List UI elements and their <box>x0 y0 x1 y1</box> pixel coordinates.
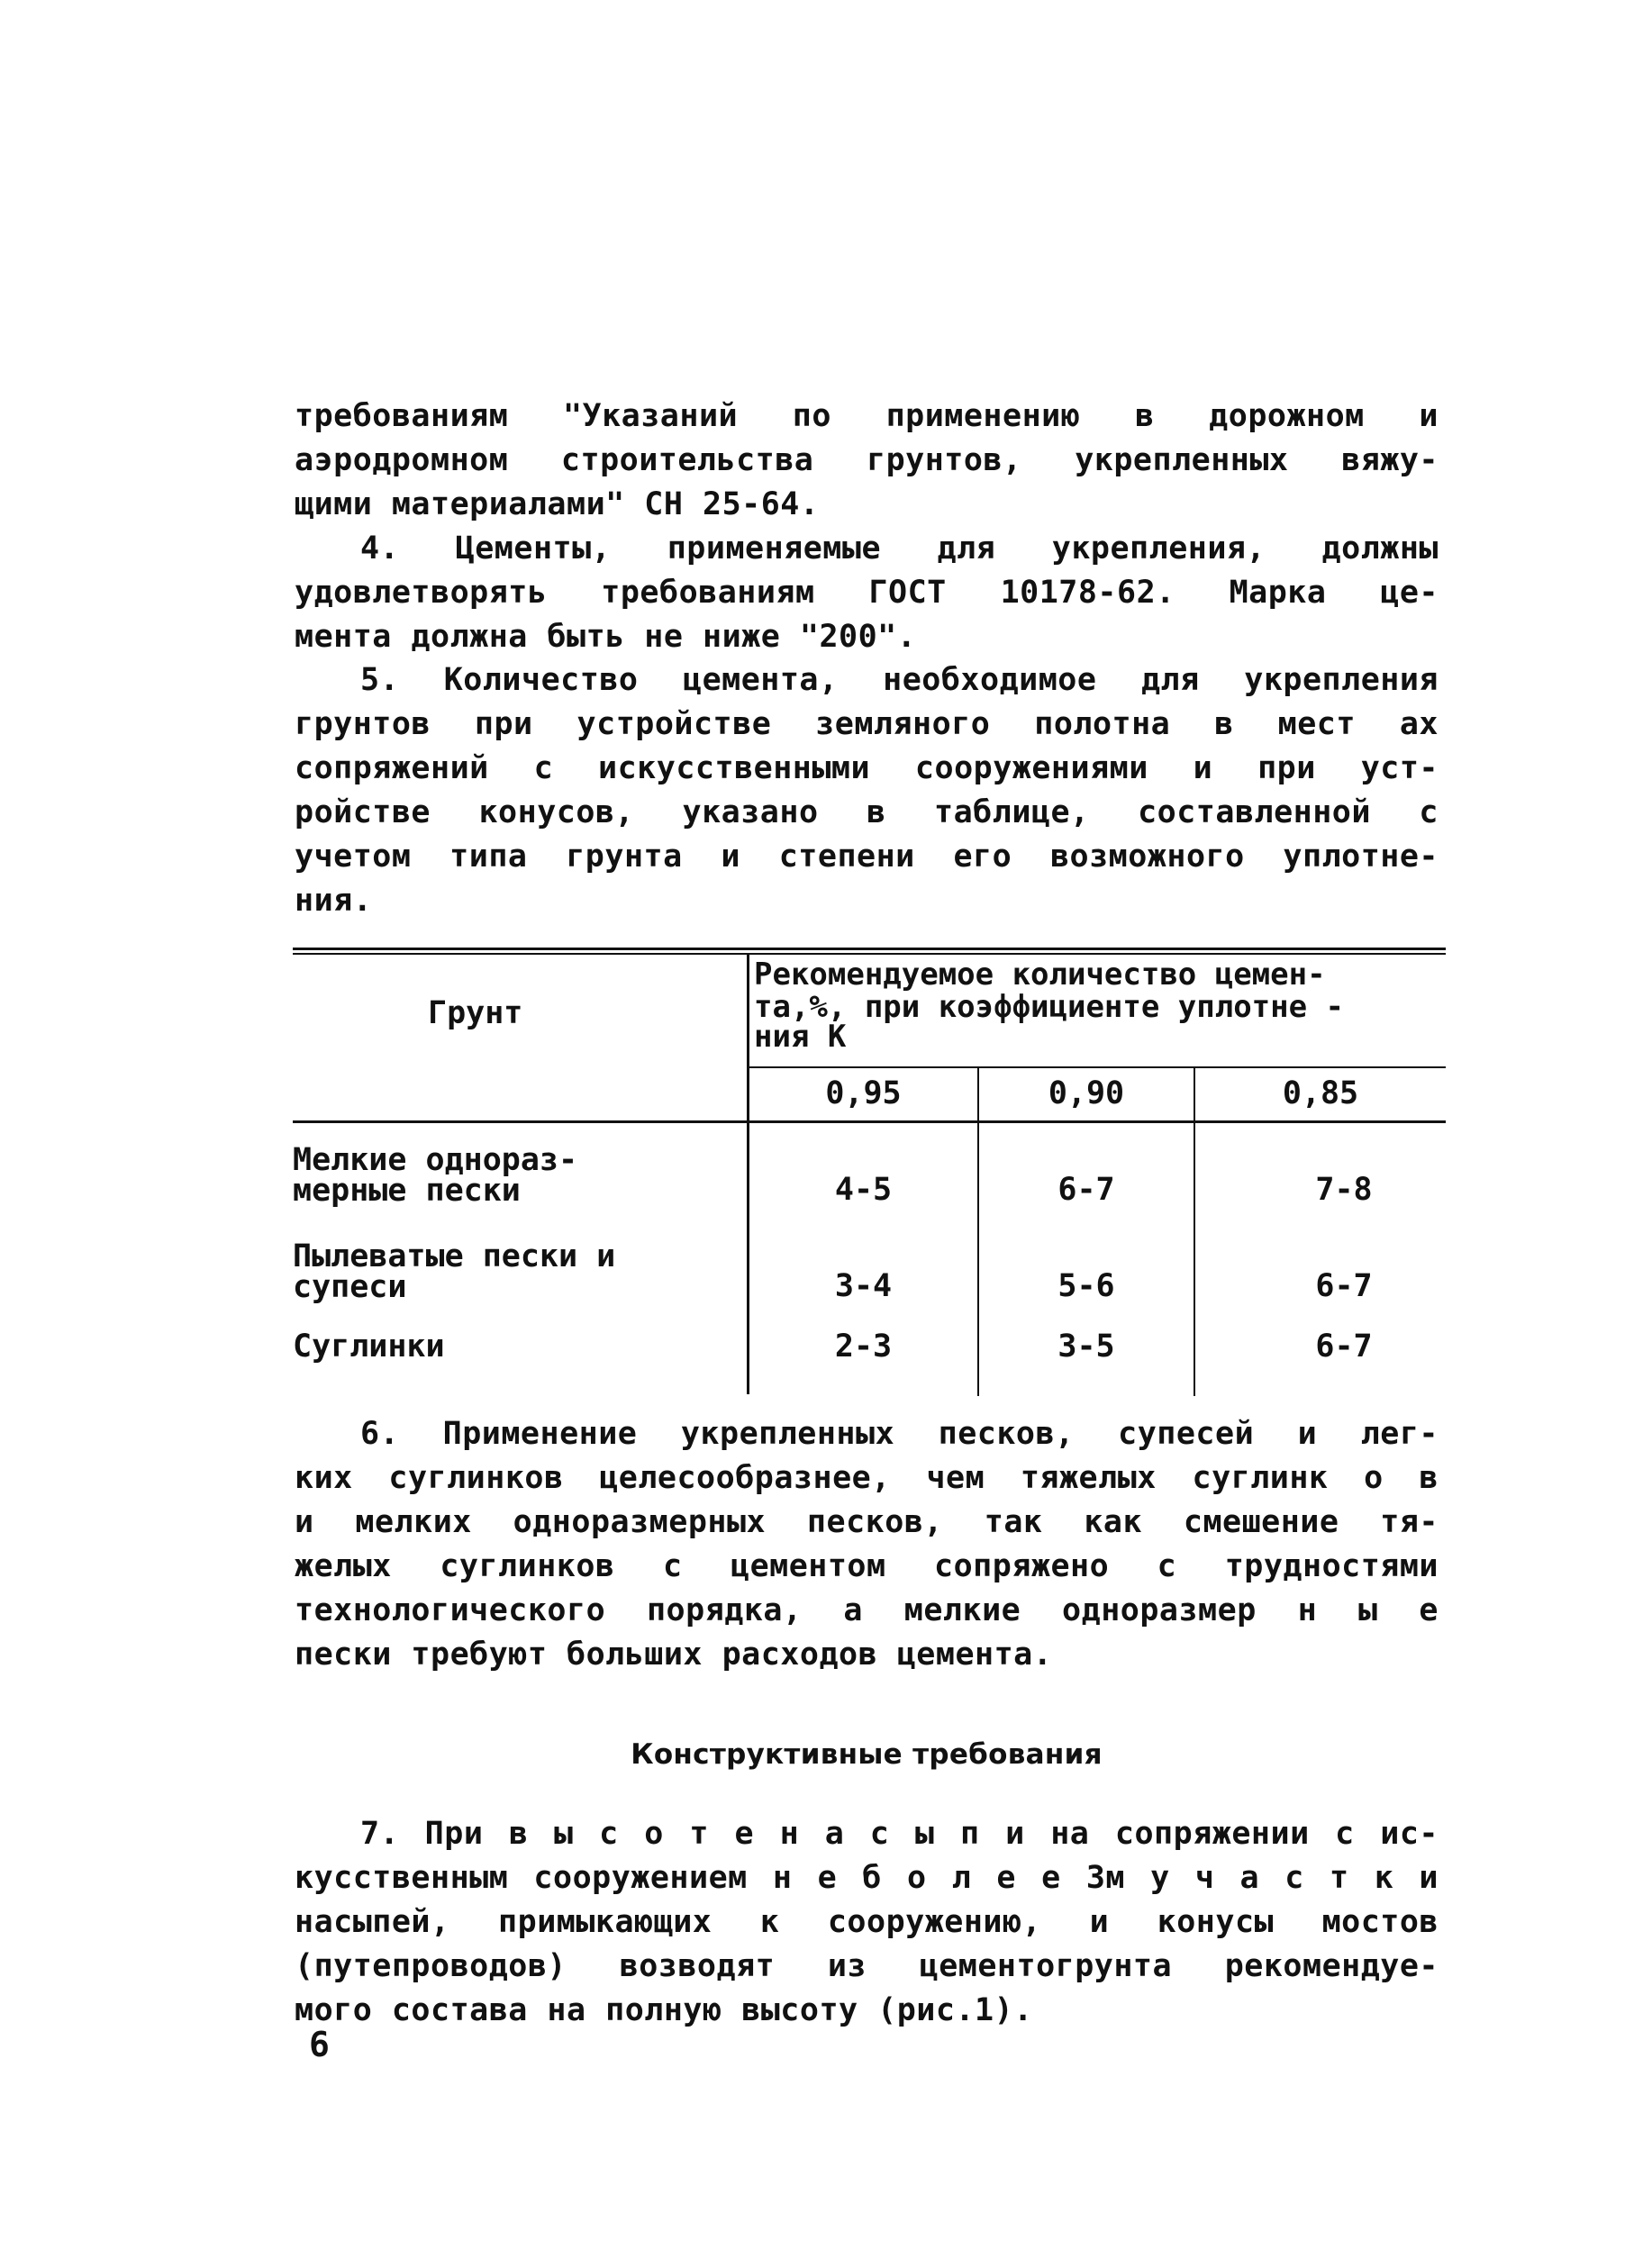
text-line: учетом типа грунта и степени его возможного уплотне- <box>295 839 1439 875</box>
header-line: та,%, при коэффициенте уплотне - <box>754 989 1345 1025</box>
text-line: 7. При в ы с о т е н а с ы п и на сопряжении с ис- <box>360 1816 1439 1852</box>
text-line: требованиям "Указаний по применению в дорожном и <box>295 398 1439 434</box>
text-line: 4. Цементы, применяемые для укрепления, должны <box>360 531 1439 567</box>
table-row-soil <box>293 1142 578 1209</box>
table-top-rule <box>293 948 1446 950</box>
text-line: 6. Применение укрепленных песков, супесей и лег- <box>360 1416 1439 1452</box>
soil-line: Суглинки <box>293 1329 445 1365</box>
paragraph-6 <box>295 1412 1439 1677</box>
table-header-soil: Грунт <box>428 995 523 1031</box>
intro-paragraph <box>295 394 1439 527</box>
text-line: мента должна быть не ниже "200". <box>295 619 917 655</box>
header-line: ния К <box>754 1019 847 1055</box>
table-cell: 7-8 <box>1315 1172 1373 1208</box>
header-line: Рекомендуемое количество цемен- <box>754 957 1326 993</box>
table-cell: 6-7 <box>1057 1172 1115 1208</box>
table-cell: 6-7 <box>1315 1268 1373 1304</box>
text-line: мого состава на полную высоту (рис.1). <box>295 1992 1033 2028</box>
text-line: щими материалами" СН 25-64. <box>295 486 820 522</box>
table-cell: 2-3 <box>834 1329 893 1365</box>
text-line: 5. Количество цемента, необходимое для укрепления <box>360 662 1439 698</box>
text-line: насыпей, примыкающих к сооружению, и конусы мостов <box>295 1904 1439 1940</box>
table-top-rule-thin <box>293 953 1446 955</box>
table-coef-085: 0,85 <box>1282 1075 1359 1111</box>
text-line: сопряжений с искусственными сооружениями и при уст- <box>295 750 1439 786</box>
table-cell: 5-6 <box>1057 1268 1115 1304</box>
text-line: аэродромном строительства грунтов, укрепленных вяжу- <box>295 442 1439 478</box>
table-coef-095: 0,95 <box>825 1075 902 1111</box>
text-line: кусственным сооружением н е б о л е е 3м у ч а с т к и <box>295 1860 1439 1896</box>
text-line: желых суглинков с цементом сопряжено с трудностями <box>295 1548 1439 1584</box>
text-line: грунтов при устройстве земляного полотна в мест ах <box>295 706 1439 742</box>
table-cell: 3-4 <box>834 1268 893 1304</box>
text-line: (путепроводов) возводят из цементогрунта рекомендуе- <box>295 1948 1439 1984</box>
section-heading: Конструктивные требования <box>631 1738 1103 1771</box>
text-line: и мелких одноразмерных песков, так как смешение тя- <box>295 1504 1439 1540</box>
paragraph-4 <box>295 527 1439 659</box>
paragraph-5 <box>295 658 1439 923</box>
text-line: технологического порядка, а мелкие одноразмер н ы е <box>295 1592 1439 1628</box>
text-line: пески требуют больших расходов цемента. <box>295 1637 1053 1673</box>
text-line: ния. <box>295 883 373 919</box>
soil-line: Пылеватые пески и <box>293 1238 616 1274</box>
paragraph-7 <box>295 1812 1439 2033</box>
table-cell: 4-5 <box>834 1172 893 1208</box>
table-row-soil <box>293 1238 616 1305</box>
table-header-recommended <box>754 957 1345 1055</box>
table-cell: 3-5 <box>1057 1329 1115 1365</box>
table-header-bottom-rule <box>293 1120 1446 1123</box>
text-line: ких суглинков целесообразнее, чем тяжелых суглинк о в <box>295 1460 1439 1496</box>
text-line: удовлетворять требованиям ГОСТ 10178-62. Марка це- <box>295 575 1439 611</box>
text-line: ройстве конусов, указано в таблице, составленной с <box>295 794 1439 830</box>
table-row-soil <box>293 1329 445 1365</box>
soil-line: Мелкие однораз- <box>293 1142 578 1178</box>
table-header-inner-rule <box>747 1066 1446 1068</box>
page-number: 6 <box>309 2025 330 2064</box>
soil-line: мерные пески <box>293 1173 521 1209</box>
soil-line: супеси <box>293 1269 407 1305</box>
table-cell: 6-7 <box>1315 1329 1373 1365</box>
table-coef-090: 0,90 <box>1048 1075 1125 1111</box>
cement-table <box>293 948 1446 1398</box>
table-vdivider-main <box>747 953 749 1394</box>
